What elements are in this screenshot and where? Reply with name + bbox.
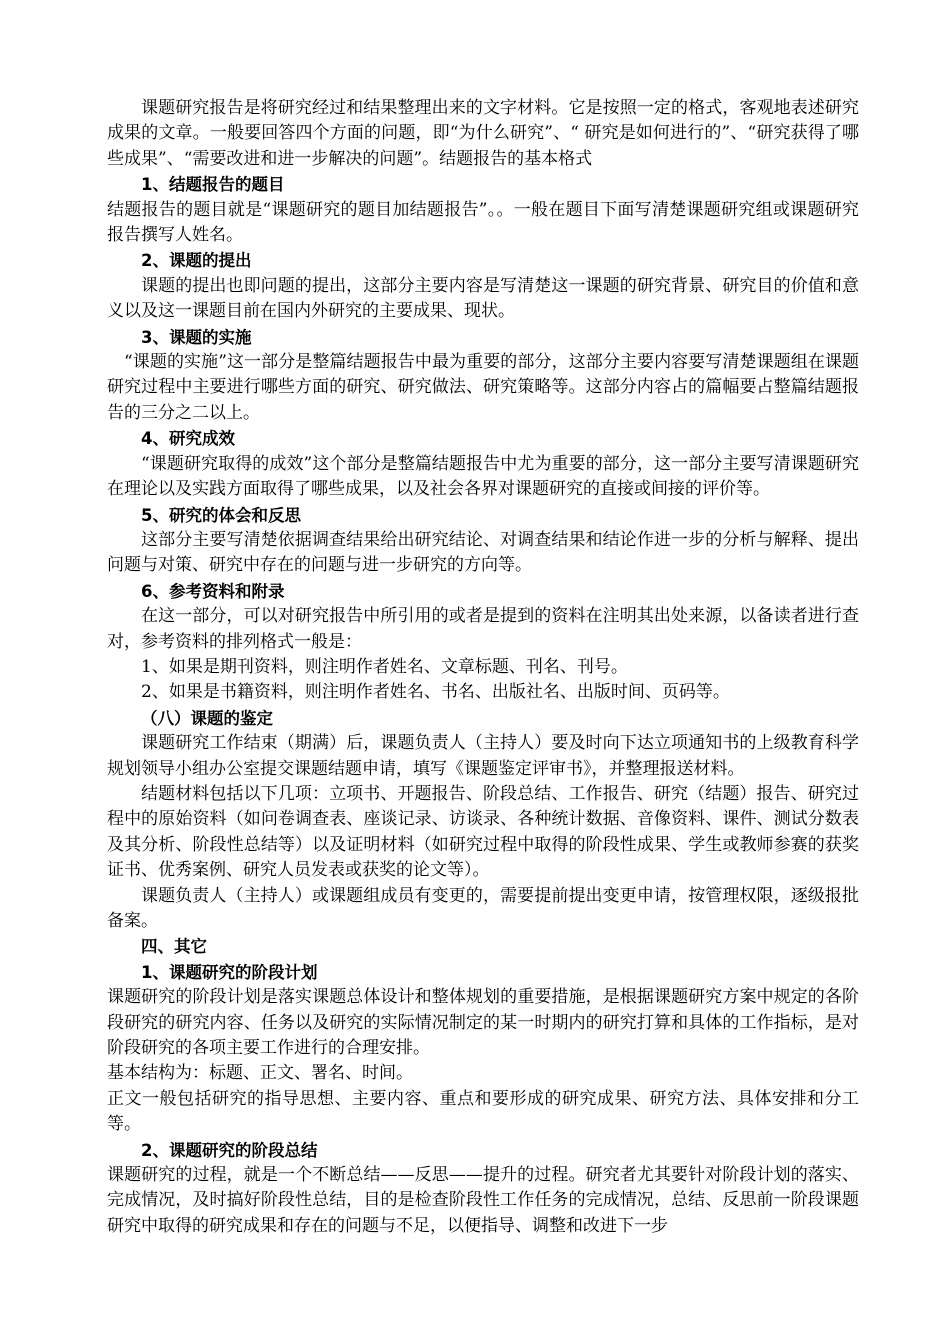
section-heading: 四、其它 [141, 937, 207, 957]
section-heading: 4、研究成效 [141, 429, 235, 449]
section-heading: 1、结题报告的题目 [141, 175, 285, 195]
body-paragraph: 课题研究工作结束（期满）后，课题负责人（主持人）要及时向下达立项通知书的上级教育科学规划领导小组办公室提交课题结题申请，填写《课题鉴定评审书》，并整理报送材料。 [107, 733, 859, 779]
body-paragraph: 结题报告的题目就是“课题研究的题目加结题报告”。。一般在题目下面写清楚课题研究组或课题研究报告撰写人姓名。 [107, 199, 859, 246]
body-paragraph: 课题研究的阶段计划是落实课题总体设计和整体规划的重要措施，是根据课题研究方案中规定的各阶段研究的研究内容、任务以及研究的实际情况制定的某一时期内的研究打算和具体的工作指标，是对阶段研究的各项主要工作进行的合理安排。 [107, 987, 859, 1059]
body-paragraph: “课题研究取得的成效”这个部分是整篇结题报告中尤为重要的部分，这一部分主要写清课题研究在理论以及实践方面取得了哪些成果，以及社会各界对课题研究的直接或间接的评价等。 [107, 453, 859, 500]
section-heading: 2、课题研究的阶段总结 [141, 1140, 318, 1160]
body-paragraph: 在这一部分，可以对研究报告中所引用的或者是提到的资料在注明其出处来源，以备读者进行查对，参考资料的排列格式一般是： [107, 606, 859, 652]
body-paragraph: 2、如果是书籍资料，则注明作者姓名、书名、出版社名、出版时间、页码等。 [141, 682, 730, 703]
body-paragraph: 正文一般包括研究的指导思想、主要内容、重点和要形成的研究成果、研究方法、具体安排和分工等。 [107, 1088, 859, 1135]
body-paragraph: 1、如果是期刊资料，则注明作者姓名、文章标题、刊名、刊号。 [141, 656, 628, 677]
section-heading: 3、课题的实施 [141, 327, 252, 347]
body-paragraph: “课题的实施”这一部分是整篇结题报告中最为重要的部分，这部分主要内容要写清楚课题组在课题研究过程中主要进行哪些方面的研究、研究做法、研究策略等。这部分内容占的篇幅要占整篇结题报告的三分之二以上。 [107, 352, 859, 423]
document-page [107, 96, 859, 1239]
section-heading: （八）课题的鉴定 [141, 708, 273, 728]
body-paragraph: 这部分主要写清楚依据调查结果给出研究结论、对调查结果和结论作进一步的分析与解释、提出问题与对策、研究中存在的问题与进一步研究的方向等。 [107, 529, 859, 576]
body-paragraph: 课题研究的过程，就是一个不断总结——反思——提升的过程。研究者尤其要针对阶段计划的落实、完成情况，及时搞好阶段性总结，目的是检查阶段性工作任务的完成情况，总结、反思前一阶段课题研究中取得的研究成果和存在的问题与不足，以便指导、调整和改进下一步 [107, 1165, 859, 1236]
section-heading: 2、课题的提出 [141, 251, 252, 271]
section-heading: 1、课题研究的阶段计划 [141, 962, 318, 982]
body-paragraph: 课题负责人（主持人）或课题组成员有变更的，需要提前提出变更申请，按管理权限，逐级报批备案。 [107, 885, 859, 931]
section-heading: 6、参考资料和附录 [141, 581, 285, 601]
body-paragraph: 结题材料包括以下几项：立项书、开题报告、阶段总结、工作报告、研究（结题）报告、研究过程中的原始资料（如问卷调查表、座谈记录、访谈录、各种统计数据、音像资料、课件、测试分数表及其分析、阶段性总结等）以及证明材料（如研究过程中取得的阶段性成果、学生或教师参赛的获奖证书、优秀案例、研究人员发表或获奖的论文等）。 [107, 783, 859, 881]
body-paragraph: 课题的提出也即问题的提出，这部分主要内容是写清楚这一课题的研究背景、研究目的价值和意义以及这一课题目前在国内外研究的主要成果、现状。 [107, 275, 859, 322]
section-heading: 5、研究的体会和反思 [141, 505, 301, 525]
body-paragraph: 课题研究报告是将研究经过和结果整理出来的文字材料。它是按照一定的格式，客观地表述研究成果的文章。一般要回答四个方面的问题，即“为什么研究”、“ 研究是如何进行的”、“研究获得了哪些成果”、“需要改进和进一步解决的问题”。结题报告的基本格式 [107, 98, 859, 169]
body-paragraph: 基本结构为：标题、正文、署名、时间。 [107, 1063, 413, 1084]
